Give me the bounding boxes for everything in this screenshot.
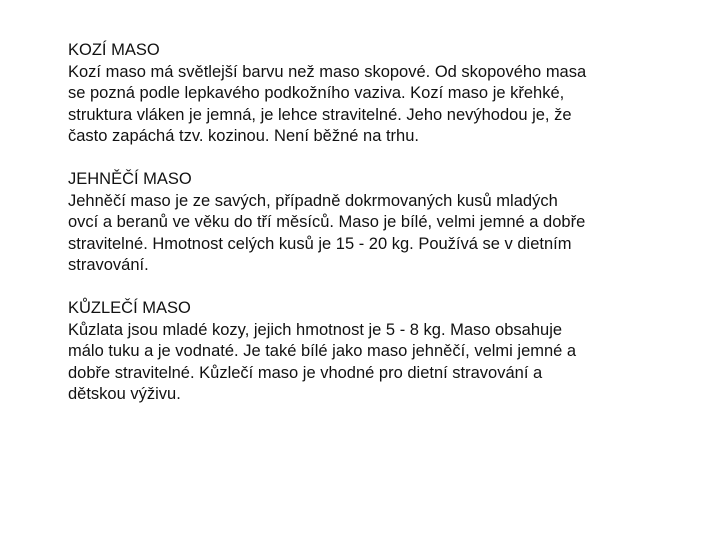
section-kozi-maso <box>68 40 648 148</box>
section-title: JEHNĚČÍ MASO <box>68 170 192 188</box>
paragraph-line: málo tuku a je vodnaté. Je také bílé jako maso jehněčí, velmi jemné a <box>68 342 577 360</box>
paragraph-line: dětskou výživu. <box>68 385 181 403</box>
section-title: KŮZLEČÍ MASO <box>68 299 191 317</box>
paragraph-line: ovcí a beranů ve věku do tří měsíců. Maso je bílé, velmi jemné a dobře <box>68 213 586 231</box>
paragraph-line: stravitelné. Hmotnost celých kusů je 15 - 20 kg. Používá se v dietním <box>68 234 572 253</box>
paragraph-line: stravování. <box>68 256 149 274</box>
section-kuzleci-maso <box>68 298 648 406</box>
section-jehneci-maso <box>68 169 648 277</box>
paragraph-line: se pozná podle lepkavého podkožního vaziva. Kozí maso je křehké, <box>68 84 565 102</box>
section-title: KOZÍ MASO <box>68 41 160 59</box>
text-content <box>68 40 648 427</box>
paragraph-line: struktura vláken je jemná, je lehce stravitelné. Jeho nevýhodou je, že <box>68 105 572 124</box>
paragraph-line: dobře stravitelné. Kůzlečí maso je vhodné pro dietní stravování a <box>68 363 543 382</box>
paragraph-line: Kůzlata jsou mladé kozy, jejich hmotnost je 5 - 8 kg. Maso obsahuje <box>68 320 563 339</box>
paragraph-line: Kozí maso má světlejší barvu než maso skopové. Od skopového masa <box>68 62 587 81</box>
paragraph-line: často zapáchá tzv. kozinou. Není běžné na trhu. <box>68 127 419 145</box>
paragraph-line: Jehněčí maso je ze savých, případně dokrmovaných kusů mladých <box>68 191 558 210</box>
